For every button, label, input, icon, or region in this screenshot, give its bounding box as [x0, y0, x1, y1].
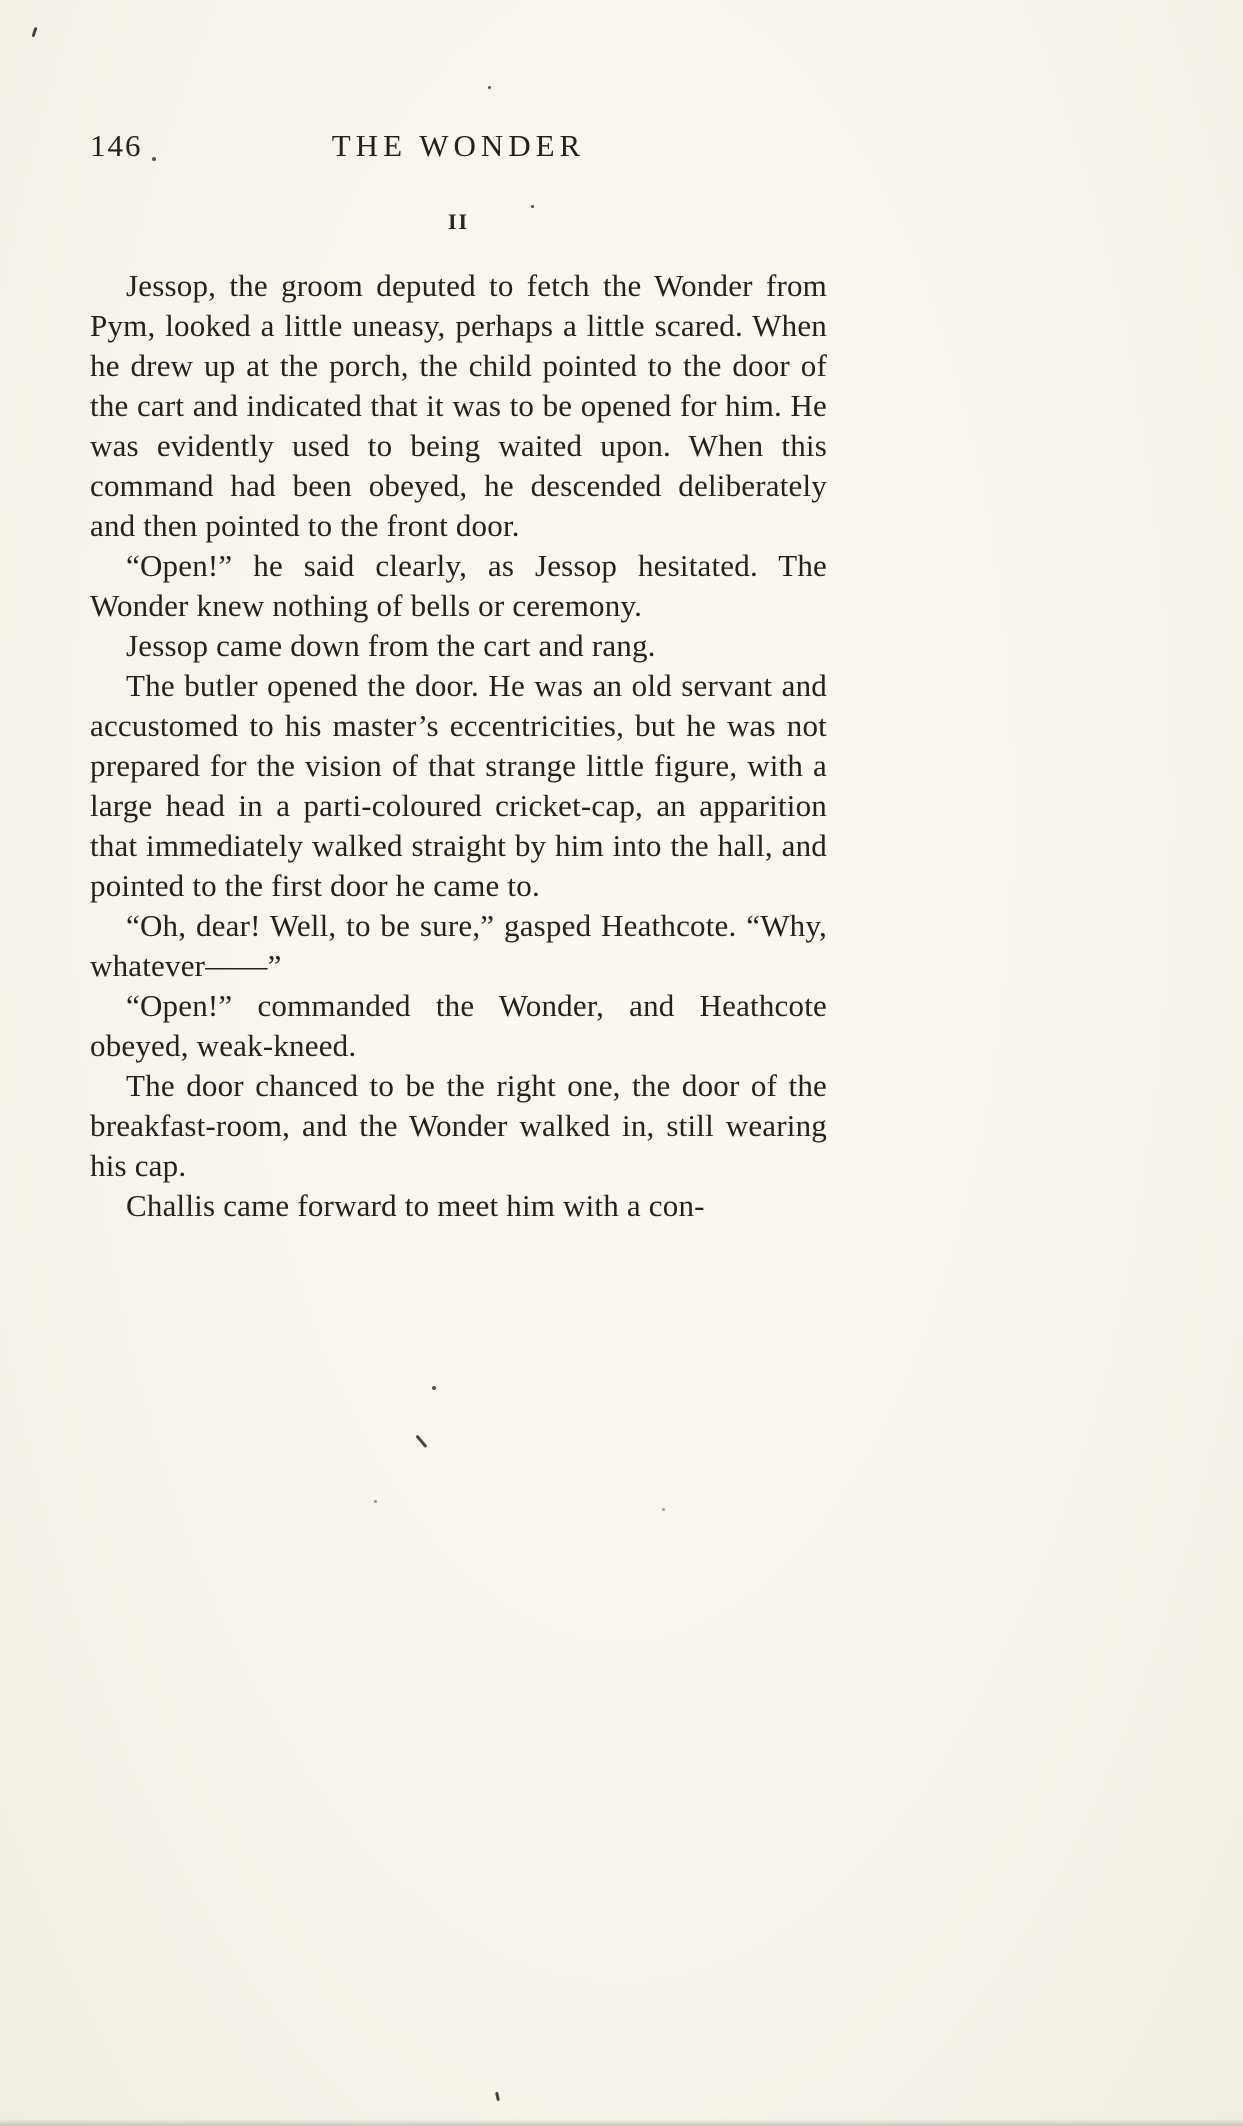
scan-speck: [432, 1386, 436, 1390]
running-head: [90, 128, 827, 170]
scan-speck: [152, 157, 156, 161]
scan-speck: [662, 1508, 665, 1511]
paragraph: Challis came forward to meet him with a con-: [126, 1188, 705, 1223]
running-title: THE WONDER: [331, 128, 586, 163]
section-heading: II: [447, 209, 470, 234]
paragraph: Jessop, the groom deputed to fetch the Wonder from Pym, looked a little uneasy, perhaps a little scared. When he drew up at the porch, the child pointed to the door of the cart and indicated that it was to be opened for him. He was evidently used to being waited upon. When this command had been obeyed, he descended deliberately and then pointed to the front door.: [90, 268, 827, 543]
page-number: 146: [90, 128, 143, 163]
scan-speck: [415, 1435, 427, 1448]
paragraph: The door chanced to be the right one, the door of the breakfast-room, and the Wonder walked in, still wearing his cap.: [90, 1068, 827, 1183]
scan-speck: [488, 86, 491, 89]
scan-speck: [32, 27, 37, 37]
scan-speck: [531, 205, 534, 208]
paragraph: Jessop came down from the cart and rang.: [126, 628, 656, 663]
scan-speck: [374, 1500, 377, 1503]
paragraph: “Open!” commanded the Wonder, and Heathcote obeyed, weak-kneed.: [90, 988, 827, 1063]
paragraph: “Oh, dear! Well, to be sure,” gasped Heathcote. “Why, whatever——”: [90, 908, 827, 983]
scan-speck: [495, 2092, 499, 2101]
paragraph: “Open!” he said clearly, as Jessop hesitated. The Wonder knew nothing of bells or ceremony.: [90, 548, 827, 623]
paragraph: The butler opened the door. He was an old servant and accustomed to his master’s eccentricities, but he was not prepared for the vision of that strange little figure, with a large head in a parti-coloured cricket-cap, an apparition that immediately walked straight by him into the hall, and pointed to the first door he came to.: [90, 668, 827, 903]
text-block: [90, 266, 827, 1226]
